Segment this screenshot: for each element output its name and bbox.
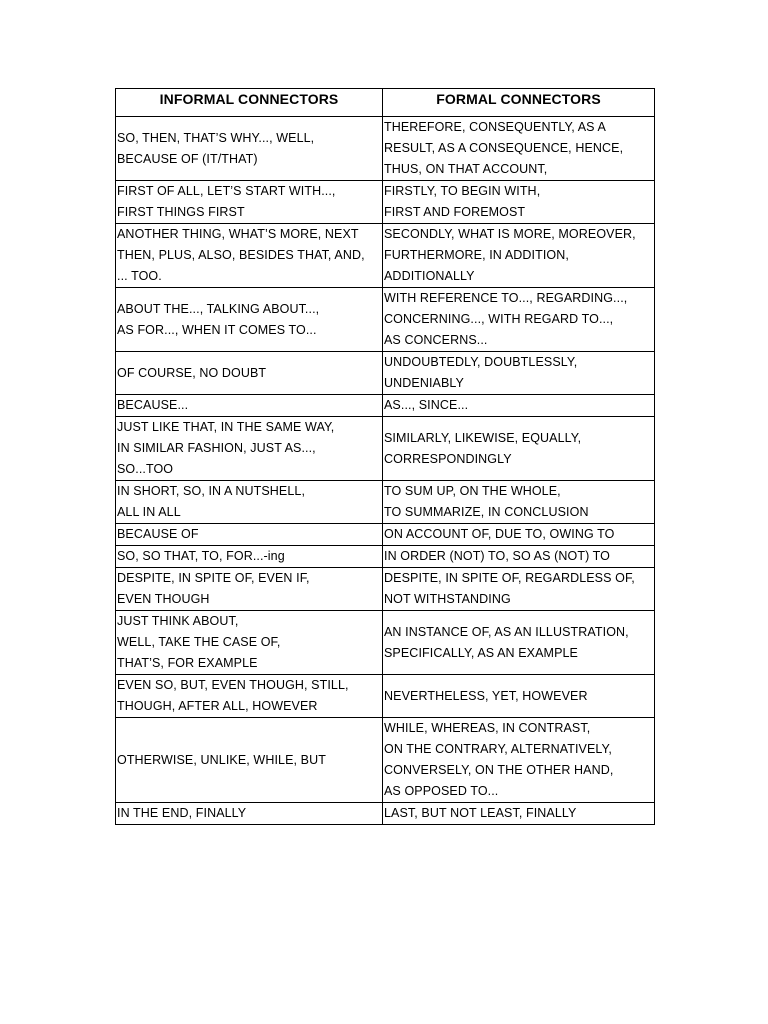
formal-cell <box>383 395 655 417</box>
formal-line: WITH REFERENCE TO..., REGARDING..., <box>384 291 628 305</box>
formal-line: NEVERTHELESS, YET, HOWEVER <box>384 688 588 703</box>
informal-cell <box>116 568 383 611</box>
formal-line: FIRSTLY, TO BEGIN WITH, <box>384 184 541 198</box>
formal-line: LAST, BUT NOT LEAST, FINALLY <box>384 806 577 820</box>
formal-cell <box>383 803 655 825</box>
table-row <box>116 568 655 611</box>
informal-line: IN SIMILAR FASHION, JUST AS..., <box>117 441 316 455</box>
formal-line: TO SUMMARIZE, IN CONCLUSION <box>384 505 589 519</box>
formal-line: CONCERNING..., WITH REGARD TO..., <box>384 312 614 326</box>
table-row <box>116 611 655 675</box>
informal-line: FIRST OF ALL, LET’S START WITH..., <box>117 184 336 198</box>
formal-line: RESULT, AS A CONSEQUENCE, HENCE, <box>384 141 624 155</box>
table-row <box>116 481 655 524</box>
informal-cell <box>116 546 383 568</box>
formal-cell <box>383 224 655 288</box>
informal-line: BECAUSE OF <box>117 527 199 541</box>
formal-cell <box>383 568 655 611</box>
formal-line: FURTHERMORE, IN ADDITION, <box>384 248 569 262</box>
informal-line: ... TOO. <box>117 269 162 283</box>
informal-line: JUST THINK ABOUT, <box>117 614 239 628</box>
informal-line: FIRST THINGS FIRST <box>117 205 245 219</box>
informal-cell <box>116 481 383 524</box>
informal-line: DESPITE, IN SPITE OF, EVEN IF, <box>117 571 310 585</box>
formal-line: SECONDLY, WHAT IS MORE, MOREOVER, <box>384 227 636 241</box>
informal-line: SO, SO THAT, TO, FOR...-ing <box>117 549 285 563</box>
informal-cell <box>116 718 383 803</box>
formal-line: CONVERSELY, ON THE OTHER HAND, <box>384 763 614 777</box>
informal-cell <box>116 417 383 481</box>
table-row <box>116 224 655 288</box>
formal-line: FIRST AND FOREMOST <box>384 205 526 219</box>
formal-line: ON ACCOUNT OF, DUE TO, OWING TO <box>384 527 615 541</box>
informal-line: ALL IN ALL <box>117 505 181 519</box>
table-row <box>116 546 655 568</box>
formal-line: UNDOUBTEDLY, DOUBTLESSLY, <box>384 355 578 369</box>
formal-line: AS OPPOSED TO... <box>384 784 499 798</box>
informal-cell <box>116 352 383 395</box>
table-row <box>116 181 655 224</box>
formal-line: WHILE, WHEREAS, IN CONTRAST, <box>384 721 591 735</box>
formal-line: ON THE CONTRARY, ALTERNATIVELY, <box>384 742 612 756</box>
formal-cell <box>383 524 655 546</box>
informal-cell <box>116 611 383 675</box>
connectors-table <box>115 88 655 825</box>
informal-cell <box>116 224 383 288</box>
informal-line: WELL, TAKE THE CASE OF, <box>117 635 281 649</box>
informal-line: AS FOR..., WHEN IT COMES TO... <box>117 322 317 337</box>
informal-line: THEN, PLUS, ALSO, BESIDES THAT, AND, <box>117 248 365 262</box>
informal-cell <box>116 288 383 352</box>
formal-cell <box>383 288 655 352</box>
table-row <box>116 395 655 417</box>
formal-line: DESPITE, IN SPITE OF, REGARDLESS OF, <box>384 571 635 585</box>
formal-line: IN ORDER (NOT) TO, SO AS (NOT) TO <box>384 549 611 563</box>
informal-line: BECAUSE OF (IT/THAT) <box>117 151 258 166</box>
informal-cell <box>116 803 383 825</box>
informal-cell <box>116 395 383 417</box>
formal-line: UNDENIABLY <box>384 376 464 390</box>
formal-line: AS CONCERNS... <box>384 333 488 347</box>
table-row <box>116 524 655 546</box>
formal-line: SIMILARLY, LIKEWISE, EQUALLY, <box>384 430 582 445</box>
table-row <box>116 288 655 352</box>
table-row <box>116 117 655 181</box>
informal-cell <box>116 117 383 181</box>
table-row <box>116 803 655 825</box>
formal-cell <box>383 675 655 718</box>
formal-line: CORRESPONDINGLY <box>384 451 512 466</box>
informal-line: BECAUSE... <box>117 398 189 412</box>
informal-line: THAT’S, FOR EXAMPLE <box>117 656 258 670</box>
formal-cell <box>383 417 655 481</box>
informal-line: JUST LIKE THAT, IN THE SAME WAY, <box>117 420 335 434</box>
informal-line: OTHERWISE, UNLIKE, WHILE, BUT <box>117 752 326 767</box>
informal-line: EVEN SO, BUT, EVEN THOUGH, STILL, <box>117 678 349 692</box>
formal-line: AS..., SINCE... <box>384 398 469 412</box>
formal-cell <box>383 352 655 395</box>
informal-line: IN THE END, FINALLY <box>117 806 247 820</box>
formal-cell <box>383 718 655 803</box>
formal-cell <box>383 181 655 224</box>
informal-header: INFORMAL CONNECTORS <box>116 89 383 117</box>
formal-line: THUS, ON THAT ACCOUNT, <box>384 162 548 176</box>
informal-cell <box>116 181 383 224</box>
informal-line: IN SHORT, SO, IN A NUTSHELL, <box>117 484 306 498</box>
informal-line: EVEN THOUGH <box>117 592 210 606</box>
informal-line: SO, THEN, THAT’S WHY..., WELL, <box>117 130 315 145</box>
formal-header: FORMAL CONNECTORS <box>383 89 655 117</box>
table-row <box>116 417 655 481</box>
formal-line: THEREFORE, CONSEQUENTLY, AS A <box>384 120 606 134</box>
informal-cell <box>116 524 383 546</box>
informal-cell <box>116 675 383 718</box>
formal-cell <box>383 546 655 568</box>
table-row <box>116 352 655 395</box>
formal-line: ADDITIONALLY <box>384 269 475 283</box>
informal-line: THOUGH, AFTER ALL, HOWEVER <box>117 699 318 713</box>
informal-line: ANOTHER THING, WHAT’S MORE, NEXT <box>117 227 359 241</box>
informal-line: SO...TOO <box>117 462 174 476</box>
formal-line: NOT WITHSTANDING <box>384 592 511 606</box>
table-body <box>116 117 655 825</box>
informal-line: ABOUT THE..., TALKING ABOUT..., <box>117 301 320 316</box>
formal-cell <box>383 611 655 675</box>
table-row <box>116 718 655 803</box>
formal-line: AN INSTANCE OF, AS AN ILLUSTRATION, <box>384 624 629 639</box>
formal-cell <box>383 481 655 524</box>
formal-line: SPECIFICALLY, AS AN EXAMPLE <box>384 645 578 660</box>
formal-line: TO SUM UP, ON THE WHOLE, <box>384 484 561 498</box>
table-row <box>116 675 655 718</box>
informal-line: OF COURSE, NO DOUBT <box>117 365 267 380</box>
formal-cell <box>383 117 655 181</box>
header-row <box>116 89 655 117</box>
